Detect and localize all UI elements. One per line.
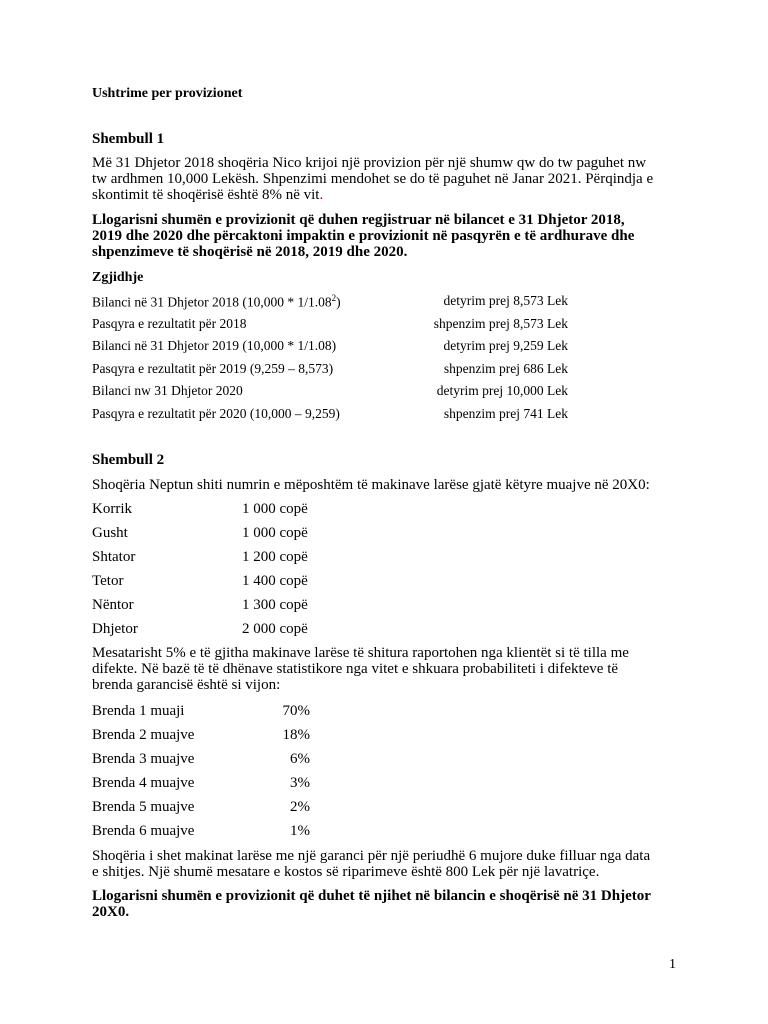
paragraph-line: Shoqëria i shet makinat larëse me një garanci për një periudhë 6 mujore duke filluar nga data [92,848,651,864]
example-1-line-1: Më 31 Dhjetor 2018 shoqëria Nico krijoi një provizion për një shumw qw do tw paguhet nw [92,155,647,171]
example-1-line-2: tw ardhmen 10,000 Lekësh. Shpenzimi mendohet se do të paguhet në Janar 2021. Përqindja e [92,171,654,187]
solution-row-left: Bilanci nw 31 Dhjetor 2020 [92,383,243,398]
probability-row [92,727,310,745]
paragraph-line: e shitjes. Një shumë mesatare e kostos së riparimeve është 800 Lek për një lavatriçe. [92,864,600,880]
probability-period: Brenda 2 muajve [92,727,195,743]
solution-row-right: detyrim prej 8,573 Lek [443,293,568,308]
sales-quantity: 1 000 copë [242,501,308,517]
solution-row-left: Bilanci në 31 Dhjetor 2019 (10,000 * 1/1.08) [92,338,337,353]
probability-row [92,799,310,817]
probability-period: Brenda 6 muajve [92,823,195,839]
paragraph-line: difekte. Në bazë të të dhënave statistikore nga vitet e shkuara probabiliteti i difekteve të [92,661,619,677]
probability-row [92,823,310,841]
probability-period: Brenda 1 muaji [92,703,185,719]
red-period: . [319,187,324,203]
solution-row [92,338,568,356]
example-2-heading: Shembull 2 [92,452,165,468]
sales-month: Nëntor [92,597,134,613]
example-2-task [92,888,682,920]
solution-row [92,383,568,401]
sales-month: Korrik [92,501,132,517]
solution-row-left: Pasqyra e rezultatit për 2019 (9,259 – 8,573) [92,361,334,376]
sales-month: Shtator [92,549,136,565]
sales-month: Gusht [92,525,128,541]
sales-quantity: 1 200 copë [242,549,308,565]
example-1-task-line-1: Llogarisni shumën e provizionit që duhen regjistruar në bilancet e 31 Dhjetor 2018, [92,212,625,228]
solution-row-left: Pasqyra e rezultatit për 2018 [92,316,247,331]
probability-row [92,703,310,721]
sales-quantity: 2 000 copë [242,621,308,637]
sales-quantity: 1 000 copë [242,525,308,541]
solution-row-left: Bilanci në 31 Dhjetor 2018 (10,000 * 1/1.08$^2$) [92,293,341,310]
page-number: 1 [669,957,676,972]
solution-row [92,316,568,334]
probability-period: Brenda 3 muajve [92,751,195,767]
probability-row [92,751,310,769]
probability-row [92,775,310,793]
example-2-paragraph-2 [92,645,682,693]
example-1-heading: Shembull 1 [92,131,165,147]
sales-month: Dhjetor [92,621,138,637]
solution-row [92,293,568,311]
solution-row-right: shpenzim prej 686 Lek [443,361,568,376]
sales-quantity: 1 400 copë [242,573,308,589]
solution-row-right: shpenzim prej 8,573 Lek [433,316,568,331]
example-2-intro: Shoqëria Neptun shiti numrin e mëposhtëm të makinave larëse gjatë këtyre muajve në 20X0: [92,477,650,493]
solution-row-right: detyrim prej 9,259 Lek [443,338,568,353]
example-1-line-3: skontimit të shoqërisë është 8% në vit. [92,187,324,203]
example-1-task-line-2: 2019 dhe 2020 dhe përcaktoni impaktin e provizionit në pasqyrën e të ardhurave dhe [92,228,635,244]
example-2-task-line-2: 20X0. [92,904,130,920]
probability-percent: 2% [290,799,310,815]
solution-row-left: Pasqyra e rezultatit për 2020 (10,000 – 9,259) [92,406,340,421]
probability-period: Brenda 4 muajve [92,775,195,791]
example-1-task-line-3: shpenzimeve të shoqërisë në 2018, 2019 dhe 2020. [92,244,408,260]
solution-row-right: shpenzim prej 741 Lek [443,406,568,421]
document-title: Ushtrime per provizionet [92,86,243,101]
solution-row-right: detyrim prej 10,000 Lek [436,383,568,398]
probability-percent: 70% [282,703,310,719]
solution-row [92,361,568,379]
probability-percent: 6% [290,751,310,767]
paragraph-line: brenda garancisë është si vijon: [92,677,281,693]
probability-percent: 1% [290,823,310,839]
example-1-task [92,212,682,260]
probability-period: Brenda 5 muajve [92,799,195,815]
solution-row [92,406,568,424]
probability-percent: 3% [290,775,310,791]
probability-percent: 18% [282,727,310,743]
paragraph-line: Mesatarisht 5% e të gjitha makinave larëse të shitura raportohen nga klientët si të tilla me [92,645,629,661]
example-2-task-line-1: Llogarisni shumën e provizionit që duhet të njihet në bilancin e shoqërisë në 31 Dhjetor [92,888,651,904]
example-1-paragraph [92,155,682,203]
sales-quantity: 1 300 copë [242,597,308,613]
example-2-paragraph-3 [92,848,682,880]
sales-month: Tetor [92,573,124,589]
solution-label: Zgjidhje [92,270,144,285]
